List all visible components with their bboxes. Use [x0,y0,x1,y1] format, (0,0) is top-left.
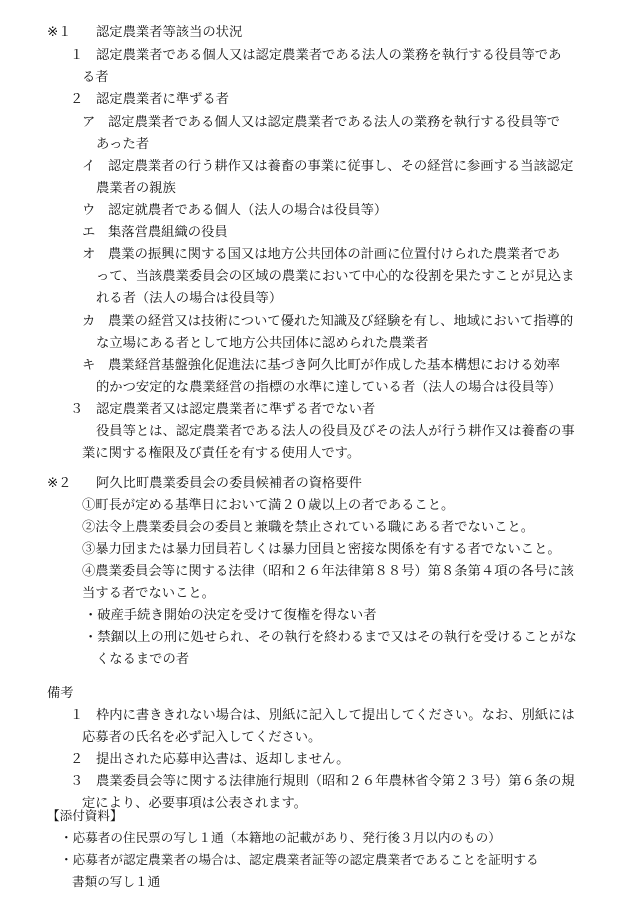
requirement-4-cont: 当する者でないこと。 [82,586,215,601]
sub-o-label: オ [82,247,96,262]
requirement-4: ④農業委員会等に関する法律（昭和２６年法律第８８号）第８条第４項の各号に該 [82,564,574,579]
sub-ki-label: キ [82,358,96,373]
sub-a-text-cont: あった者 [96,137,150,152]
item1-text: 認定農業者である個人又は認定農業者である法人の業務を執行する役員等であ [96,48,562,63]
section2-title: 阿久比町農業委員会の委員候補者の資格要件 [96,476,362,491]
item3-text: 認定農業者又は認定農業者に準ずる者でない者 [96,402,376,417]
sub-a-text: 認定農業者である個人又は認定農業者である法人の業務を執行する役員等で [108,115,561,130]
item3-number: ３ [70,402,84,417]
sub-o-text-cont: って、当該農業委員会の区域の農業において中心的な役割を果たすことが見込ま [96,269,575,284]
requirement-3: ③暴力団または暴力団員若しくは暴力団員と密接な関係を有する者でないこと。 [82,542,561,557]
attachments-title: 【添付資料】 [47,808,123,823]
sub-ka-label: カ [82,314,96,329]
sub-ka-text-cont: な立場にある者として地方公共団体に認められた農業者 [96,336,429,351]
bullet-imprisonment: ・禁錮以上の刑に処せられ、その執行を終わるまで又はその執行を受けることがな [84,630,577,645]
attachment-2-cont: 書類の写し１通 [72,874,161,889]
remark-3-number: ３ [70,774,84,789]
item2-text: 認定農業者に準ずる者 [96,92,229,107]
bullet-bankruptcy: ・破産手続き開始の決定を受けて復権を得ない者 [84,608,377,623]
bullet-imprisonment-cont: くなるまでの者 [96,652,190,667]
sub-i-label: イ [82,159,96,174]
item1-text-cont: る者 [82,70,109,85]
remark-1-number: １ [70,708,84,723]
sub-u-text: 認定就農者である個人（法人の場合は役員等） [108,203,388,218]
sub-ka-text: 農業の経営又は技術について優れた知識及び経験を有し、地域において指導的 [108,314,574,329]
requirement-2: ②法令上農業委員会の委員と兼職を禁止されている職にある者でないこと。 [82,520,535,535]
sub-e-text: 集落営農組織の役員 [108,225,228,240]
remark-2-number: ２ [70,752,84,767]
sub-ki-text-cont: 的かつ安定的な農業経営の指標の水準に達している者（法人の場合は役員等） [96,380,562,395]
requirement-1: ①町長が定める基準日において満２０歳以上の者であること。 [82,498,455,513]
attachment-1: ・応募者の住民票の写し１通（本籍地の記載があり、発行後３月以内のもの） [60,830,501,845]
officer-note: 役員等とは、認定農業者である法人の役員及びその法人が行う耕作又は養畜の事 [96,424,575,439]
sub-e-label: エ [82,225,96,240]
sub-ki-text: 農業経営基盤強化促進法に基づき阿久比町が作成した基本構想における効率 [108,358,561,373]
item2-number: ２ [70,92,84,107]
remark-2-text: 提出された応募申込書は、返却しません。 [96,752,350,767]
sub-u-label: ウ [82,203,96,218]
officer-note-cont: 業に関する権限及び責任を有する使用人です。 [82,446,361,461]
remark-1-text: 枠内に書ききれない場合は、別紙に記入して提出してください。なお、別紙には [96,708,575,723]
section1-mark: ※１ [47,25,72,40]
remarks-title: 備考 [47,686,74,701]
sub-i-text-cont: 農業者の親族 [96,181,176,196]
item1-number: １ [70,48,84,63]
section2-mark: ※２ [47,476,72,491]
remark-3-text: 農業委員会等に関する法律施行規則（昭和２６年農林省令第２３号）第６条の規 [96,774,575,789]
remark-1-text-cont: 応募者の氏名を必ず記入してください。 [82,730,322,745]
sub-o-text: 農業の振興に関する国又は地方公共団体の計画に位置付けられた農業者であ [108,247,561,262]
sub-i-text: 認定農業者の行う耕作又は養畜の事業に従事し、その経営に参画する当該認定 [108,159,574,174]
sub-a-label: ア [82,115,96,130]
remark-3-text-cont: 定により、必要事項は公表されます。 [82,796,307,811]
sub-o-text-cont2: れる者（法人の場合は役員等） [96,291,283,306]
attachment-2: ・応募者が認定農業者の場合は、認定農業者証等の認定農業者であることを証明する [60,852,539,867]
section1-title: 認定農業者等該当の状況 [96,25,243,40]
